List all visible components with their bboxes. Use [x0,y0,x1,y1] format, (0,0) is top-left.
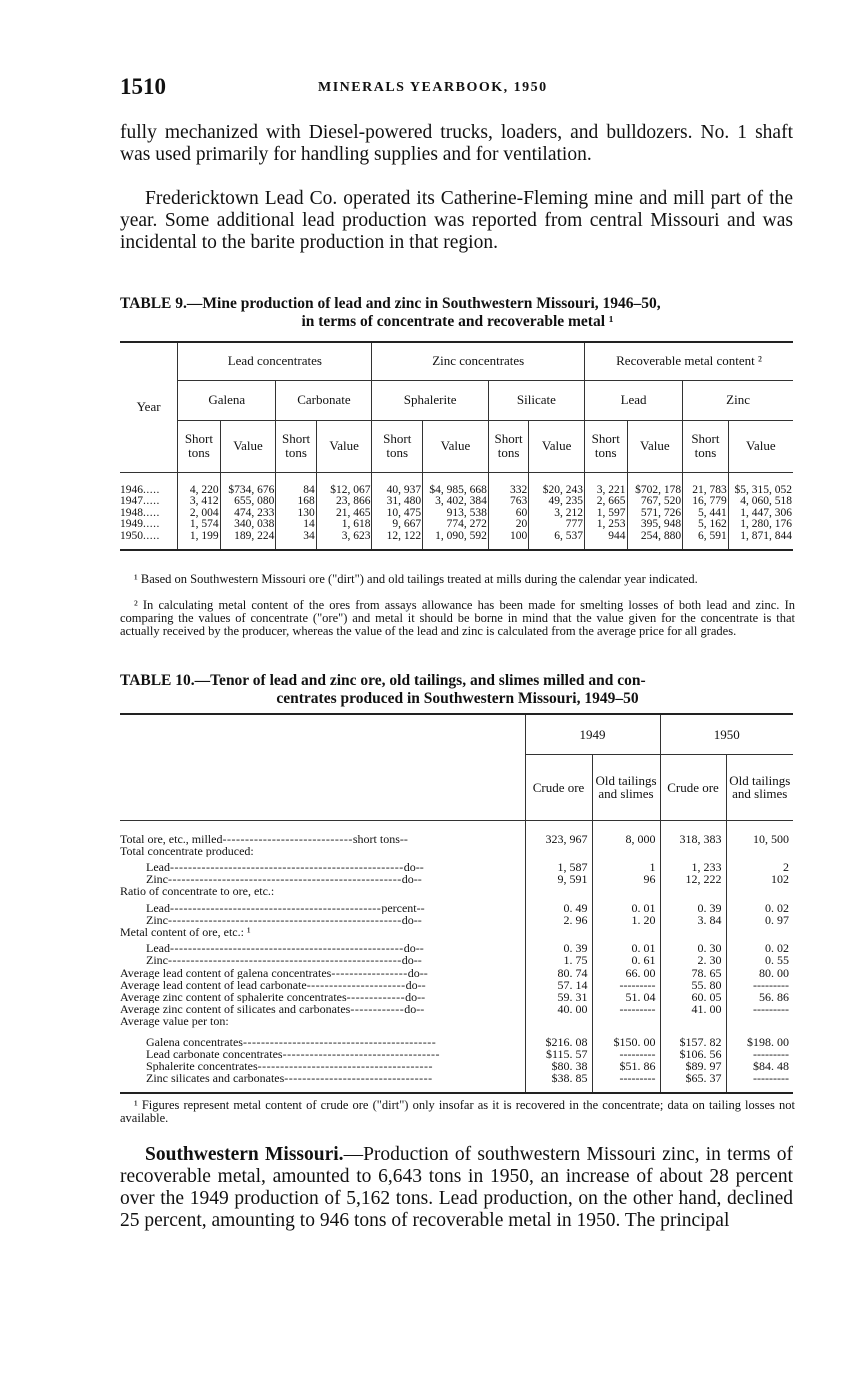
cell: 0. 55 [765,953,789,968]
cell: 96 [592,873,660,885]
cell: 3. 84 [660,914,726,926]
cell: 60. 05 [660,991,726,1003]
row-label [120,926,525,938]
year-1949-header: 1949 [525,714,660,754]
cell: 55. 80 [660,979,726,991]
table-row [120,531,793,551]
row-label: Lead----------------------------------------------------do-- [120,938,525,954]
cell: 2, 004 [178,508,221,520]
row-label-text: Metal content of ore, etc.: ¹ [120,925,251,939]
cell: --------- [753,1046,789,1061]
cell [592,1015,660,1027]
table-row [120,873,793,885]
row-label-text: Total ore, etc., milled [120,831,223,845]
cell: $150. 00 [592,1028,660,1048]
year-header: Year [120,342,178,472]
row-label-text: Ratio of concentrate to ore, etc.: [120,885,275,898]
cell: $4, 985, 668 [423,472,489,496]
table-row [120,914,793,926]
running-title: MINERALS YEARBOOK, 1950 [318,80,548,95]
value-header: Value [728,420,793,472]
table9-caption [120,295,795,331]
cell: 1, 233 [660,857,726,873]
table-row [120,1072,793,1093]
cell: 6, 591 [683,531,729,551]
table-row [120,1015,793,1027]
row-unit: percent [381,900,417,914]
zinc-concentrates-header: Zinc concentrates [372,342,585,380]
cell: 49, 235 [529,496,585,508]
table-row [120,472,793,496]
cell: 2, 665 [585,496,628,508]
cell: 0. 02 [765,941,789,956]
cell: $84. 48 [753,1058,789,1073]
cell: 1, 574 [178,519,221,531]
cell: 1 [592,857,660,873]
cell: $20, 243 [529,472,585,496]
cell: 1, 618 [316,519,372,531]
lead-concentrates-header: Lead concentrates [178,342,372,380]
cell: 21, 783 [683,472,729,496]
cell: $115. 57 [525,1048,592,1060]
row-unit: do [403,859,416,874]
row-label: Average lead content of lead carbonate----------------------do-- [120,979,525,991]
row-label: Average zinc content of silicates and carbonates------------do-- [120,1003,525,1015]
table-row [120,845,793,857]
cell: $734, 676 [220,472,276,496]
cell: --------- [726,1072,793,1093]
cell: 66. 00 [592,967,660,979]
cell: $89. 97 [660,1060,726,1072]
cell: $38. 85 [525,1072,592,1093]
row-label-text: Lead [146,900,170,914]
cell: 254, 880 [627,531,683,551]
row-label-text: Lead [146,941,170,955]
row-unit: do [404,1003,417,1016]
row-unit: do [401,913,414,926]
row-label-text: Sphalerite concentrates [146,1059,258,1073]
row-label: Galena concentrates------------------------------------------- [120,1028,525,1048]
cell: $12, 067 [316,472,372,496]
cell [592,885,660,897]
cell: 12, 122 [372,531,423,551]
cell: 4, 220 [178,472,221,496]
cell: 60 [488,508,528,520]
table-row [120,820,793,845]
table9 [120,341,793,551]
cell: 56. 86 [759,989,789,1004]
cell: 10, 500 [753,831,789,846]
row-label-text: Total concentrate produced: [120,844,254,857]
cell [592,845,660,857]
value-header: Value [316,420,372,472]
cell: $157. 82 [660,1028,726,1048]
cell: 34 [276,531,316,551]
year-1950-header: 1950 [660,714,793,754]
page-number: 1510 [120,74,166,99]
cell: 3, 221 [585,472,628,496]
row-label: Lead carbonate concentrates----------------------------------- [120,1048,525,1060]
cell: 340, 038 [220,519,276,531]
table9-footnote-2: ² In calculating metal content of the ores from assays allowance has been made for smelting losses of both lead and zinc. In comparing the values of concentrate ("ore") and metal it should be borne in mind that the value given for the concentrate is that actually received by the producer, whereas the value of the lead and zinc is calculated from the average price for all grades. [120,598,795,638]
year-cell: 1948..... [120,508,178,520]
closing-paragraph [120,1144,793,1232]
cell: 944 [585,531,628,551]
zinc-metal-header: Zinc [683,380,793,420]
row-unit: do [405,990,418,1004]
cell: 395, 948 [627,519,683,531]
crude-ore-header: Crude ore [660,754,726,820]
cell: 2. 30 [660,954,726,966]
cell: 774, 272 [423,519,489,531]
year-cell: 1950..... [120,531,178,551]
row-unit: do [405,978,418,991]
cell: 31, 480 [372,496,423,508]
recoverable-metal-header: Recoverable metal content ² [585,342,794,380]
row-label-text: Average zinc content of sphalerite concentrates [120,990,347,1004]
cell: 0. 01 [592,898,660,914]
row-label-text: Galena concentrates [146,1034,243,1048]
cell [525,845,592,857]
table-row [120,1003,793,1015]
row-label: Zinc----------------------------------------------------do-- [120,873,525,885]
old-tailings-header: Old tailings and slimes [592,754,660,820]
row-label: Zinc----------------------------------------------------do-- [120,954,525,966]
cell: 57. 14 [525,979,592,991]
row-label: Zinc----------------------------------------------------do-- [120,914,525,926]
row-label: Zinc silicates and carbonates--------------------------------- [120,1072,525,1093]
table-row [120,519,793,531]
cell: 777 [529,519,585,531]
cell: 0. 39 [525,938,592,954]
row-label-text: Average zinc content of silicates and carbonates [120,1003,351,1016]
cell: 16, 779 [683,496,729,508]
cell: 0. 02 [765,900,789,915]
crude-ore-header: Crude ore [525,754,592,820]
table10 [120,713,793,1094]
cell: 1, 253 [585,519,628,531]
cell [726,926,793,938]
row-label-text: Average lead content of galena concentrates [120,966,332,979]
cell: 80. 74 [525,967,592,979]
row-label: Lead-----------------------------------------------percent-- [120,898,525,914]
cell: 0. 30 [660,938,726,954]
cell [660,1015,726,1027]
blank-header [120,714,525,820]
cell: 1, 871, 844 [728,531,793,551]
cell: 323, 967 [525,820,592,845]
cell: 9, 591 [525,873,592,885]
silicate-header: Silicate [488,380,584,420]
cell: 8, 000 [592,820,660,845]
row-label-text: Lead [146,859,170,874]
row-unit: do [401,873,414,886]
year-cell: 1946..... [120,472,178,496]
table10-caption-line2: centrates produced in Southwestern Missouri, 1949–50 [276,690,639,707]
value-header: Value [423,420,489,472]
cell: 59. 31 [525,991,592,1003]
short-tons-header: Short tons [683,420,729,472]
row-label-text: Average lead content of lead carbonate [120,978,307,991]
cell [726,845,793,857]
cell [525,1015,592,1027]
table9-caption-line1: TABLE 9.—Mine production of lead and zinc in Southwestern Missouri, 1946–50, [120,295,661,312]
closing-text: —Production of southwestern Missouri zinc, in terms of recoverable metal, amounted to 6,643 tons in 1950, an increase of about 28 percent over the 1949 production of 5,162 tons. Lead production, on the other hand, declined 25 percent, amounting to 946 tons of recoverable metal in 1950. The principal [120,1144,794,1231]
row-label: Average zinc content of sphalerite concentrates-------------do-- [120,991,525,1003]
short-tons-header: Short tons [585,420,628,472]
cell: --------- [592,1003,660,1015]
cell: 40, 937 [372,472,423,496]
cell: 655, 080 [220,496,276,508]
intro-paragraph-2: Fredericktown Lead Co. operated its Catherine-Fleming mine and mill part of the year. Some additional lead production was reported from central Missouri and was incidental to the barite production in that region. [120,188,793,253]
cell: 1. 75 [525,954,592,966]
row-label: Sphalerite concentrates--------------------------------------- [120,1060,525,1072]
table-row [120,496,793,508]
cell [660,845,726,857]
value-header: Value [627,420,683,472]
cell: 6, 537 [529,531,585,551]
cell: 1, 587 [525,857,592,873]
cell: $702, 178 [627,472,683,496]
short-tons-header: Short tons [372,420,423,472]
row-label: Lead----------------------------------------------------do-- [120,857,525,873]
cell: 3, 412 [178,496,221,508]
cell: 0. 39 [660,898,726,914]
row-label [120,885,525,897]
row-label: Total ore, etc., milled-----------------------------short tons-- [120,820,525,845]
cell: 23, 866 [316,496,372,508]
table10-footnote-1: ¹ Figures represent metal content of crude ore ("dirt") only insofar as it is recovered in the concentrate; data on tailing losses not available. [120,1098,795,1125]
row-unit: do [407,966,420,979]
cell: $51. 86 [592,1060,660,1072]
year-cell: 1949..... [120,519,178,531]
cell: 80. 00 [759,965,789,980]
galena-header: Galena [178,380,276,420]
cell: 1, 090, 592 [423,531,489,551]
cell: 1, 597 [585,508,628,520]
cell: 189, 224 [220,531,276,551]
cell: 168 [276,496,316,508]
cell: 78. 65 [660,967,726,979]
cell: 1, 199 [178,531,221,551]
cell: 14 [276,519,316,531]
cell: 3, 212 [529,508,585,520]
cell [726,1015,793,1027]
row-unit: do [403,941,416,955]
cell: 9, 667 [372,519,423,531]
cell [660,926,726,938]
intro-paragraph-1: fully mechanized with Diesel-powered trucks, loaders, and bulldozers. No. 1 shaft was used primarily for handling supplies and for ventilation. [120,122,793,165]
cell: --------- [753,977,789,992]
cell: 2. 96 [525,914,592,926]
table-row [120,926,793,938]
cell: --------- [753,1002,789,1017]
closing-heading: Southwestern Missouri. [145,1144,344,1165]
row-label: Average lead content of galena concentrates-----------------do-- [120,967,525,979]
cell [525,885,592,897]
table-row [120,885,793,897]
cell: 41. 00 [660,1003,726,1015]
table10-caption [120,672,795,708]
table-row [120,967,793,979]
cell: --------- [592,1048,660,1060]
row-label-text: Average value per ton: [120,1015,229,1028]
cell: 20 [488,519,528,531]
cell: 913, 538 [423,508,489,520]
short-tons-header: Short tons [276,420,316,472]
old-tailings-header: Old tailings and slimes [726,754,793,820]
cell [525,926,592,938]
cell: 1. 20 [592,914,660,926]
value-header: Value [220,420,276,472]
table9-footnote-1: ¹ Based on Southwestern Missouri ore ("dirt") and old tailings treated at mills during the calendar year indicated. [134,572,698,586]
cell: 5, 162 [683,519,729,531]
cell: 100 [488,531,528,551]
cell: $80. 38 [525,1060,592,1072]
cell: 767, 520 [627,496,683,508]
table-row [120,898,793,914]
row-label-text: Zinc [146,913,168,926]
table9-caption-line2: in terms of concentrate and recoverable metal ¹ [301,313,614,330]
cell: 51. 04 [592,991,660,1003]
cell [726,885,793,897]
cell: 3, 402, 384 [423,496,489,508]
cell: 318, 383 [660,820,726,845]
cell: 0. 49 [525,898,592,914]
short-tons-header: Short tons [178,420,221,472]
table-row [120,1028,793,1048]
cell: 5, 441 [683,508,729,520]
sphalerite-header: Sphalerite [372,380,488,420]
short-tons-header: Short tons [488,420,528,472]
table10-caption-line1: TABLE 10.—Tenor of lead and zinc ore, old tailings, and slimes milled and con- [120,672,646,689]
cell: 474, 233 [220,508,276,520]
cell: 763 [488,496,528,508]
row-label [120,845,525,857]
cell: $5, 315, 052 [734,483,792,496]
cell: 3, 623 [316,531,372,551]
cell [660,885,726,897]
cell: 21, 465 [316,508,372,520]
cell: 1, 447, 306 [740,506,792,519]
cell: 12, 222 [660,873,726,885]
row-label-text: Zinc [146,954,168,967]
row-unit: do [401,954,414,967]
table-row [120,857,793,873]
cell: 102 [771,872,789,887]
cell: --------- [592,979,660,991]
row-label [120,1015,525,1027]
carbonate-header: Carbonate [276,380,372,420]
cell: 0. 97 [765,912,789,927]
cell: 0. 61 [592,954,660,966]
cell: 130 [276,508,316,520]
cell: $106. 56 [660,1048,726,1060]
cell [592,926,660,938]
cell: $65. 37 [660,1072,726,1093]
table-row [120,938,793,954]
cell: 40. 00 [525,1003,592,1015]
cell: $216. 08 [525,1028,592,1048]
cell: 332 [488,472,528,496]
cell: 10, 475 [372,508,423,520]
row-label-text: Zinc silicates and carbonates [146,1072,285,1086]
value-header: Value [529,420,585,472]
cell: 2 [783,859,789,874]
cell: --------- [592,1072,660,1093]
row-unit: short tons [352,831,400,845]
row-label-text: Zinc [146,873,168,886]
cell: 571, 726 [627,508,683,520]
year-cell: 1947..... [120,496,178,508]
cell: 0. 01 [592,938,660,954]
cell: $198. 00 [747,1034,789,1049]
cell: 1, 280, 176 [740,518,792,530]
cell: 84 [276,472,316,496]
table-row [120,954,793,966]
lead-metal-header: Lead [585,380,683,420]
cell: 4, 060, 518 [740,495,792,507]
row-label-text: Lead carbonate concentrates [146,1047,283,1060]
